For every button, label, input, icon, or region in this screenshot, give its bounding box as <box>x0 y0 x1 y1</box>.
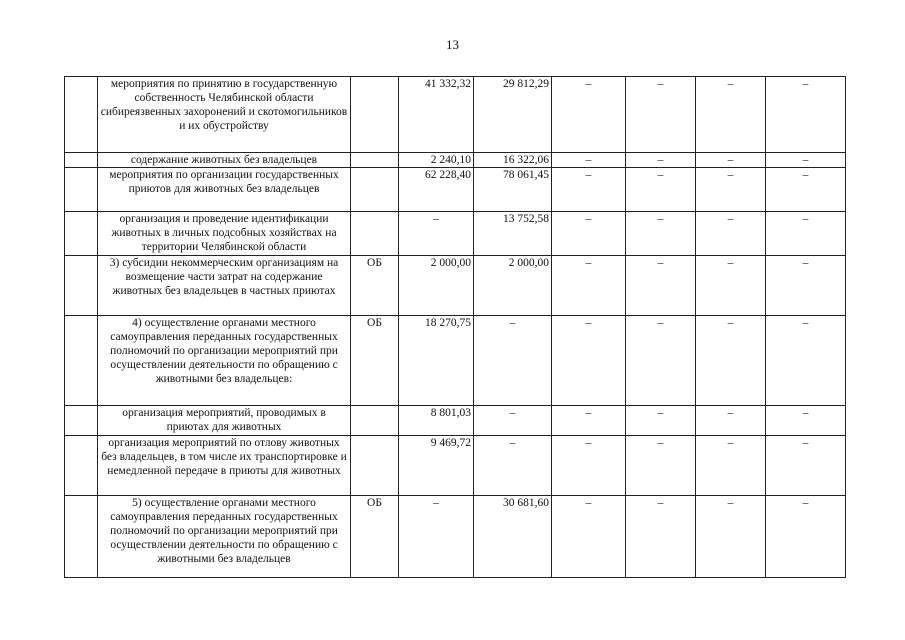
value-cell-1: 62 228,40 <box>399 168 474 212</box>
value-cell-1: 9 469,72 <box>399 436 474 496</box>
value-cell-5: – <box>696 256 766 316</box>
value-cell-3: – <box>552 212 626 256</box>
table-row <box>65 496 846 578</box>
value-cell-4: – <box>626 212 696 256</box>
value-cell-3: – <box>552 168 626 212</box>
value-cell-4: – <box>626 256 696 316</box>
value-cell-6: – <box>766 406 846 436</box>
description-cell: мероприятия по организации государственных приютов для животных без владельцев <box>98 168 351 212</box>
value-cell-5: – <box>696 316 766 406</box>
value-cell-5: – <box>696 406 766 436</box>
source-cell <box>351 212 399 256</box>
source-cell <box>351 436 399 496</box>
description-cell: мероприятия по принятию в государственную собственность Челябинской области сибиреязвенных захоронений и скотомогильников и их обустройству <box>98 77 351 153</box>
value-cell-1: 41 332,32 <box>399 77 474 153</box>
number-cell <box>65 212 98 256</box>
description-cell: организация мероприятий по отлову животных без владельцев, в том числе их транспортировке и немедленной передаче в приюты для животных <box>98 436 351 496</box>
value-cell-2: 29 812,29 <box>474 77 552 153</box>
value-cell-6: – <box>766 256 846 316</box>
value-cell-4: – <box>626 153 696 168</box>
description-cell: содержание животных без владельцев <box>98 153 351 168</box>
source-cell <box>351 168 399 212</box>
number-cell <box>65 153 98 168</box>
source-cell: ОБ <box>351 316 399 406</box>
description-cell: организация и проведение идентификации животных в личных подсобных хозяйствах на территории Челябинской области <box>98 212 351 256</box>
value-cell-2: – <box>474 316 552 406</box>
value-cell-4: – <box>626 77 696 153</box>
description-cell: 3) субсидии некоммерческим организациям на возмещение части затрат на содержание животных без владельцев в частных приютах <box>98 256 351 316</box>
table-row <box>65 77 846 153</box>
value-cell-3: – <box>552 496 626 578</box>
value-cell-6: – <box>766 168 846 212</box>
description-cell: 4) осуществление органами местного самоуправления переданных государственных полномочий по организации мероприятий при осуществлении деятельности по обращению с животными без владельцев: <box>98 316 351 406</box>
source-cell <box>351 406 399 436</box>
value-cell-1: – <box>399 496 474 578</box>
value-cell-4: – <box>626 168 696 212</box>
value-cell-5: – <box>696 168 766 212</box>
value-cell-1: 2 240,10 <box>399 153 474 168</box>
value-cell-3: – <box>552 406 626 436</box>
number-cell <box>65 496 98 578</box>
value-cell-6: – <box>766 77 846 153</box>
value-cell-2: 30 681,60 <box>474 496 552 578</box>
source-cell: ОБ <box>351 256 399 316</box>
value-cell-2: 13 752,58 <box>474 212 552 256</box>
table-row <box>65 316 846 406</box>
value-cell-6: – <box>766 496 846 578</box>
number-cell <box>65 168 98 212</box>
value-cell-4: – <box>626 316 696 406</box>
value-cell-4: – <box>626 436 696 496</box>
value-cell-6: – <box>766 153 846 168</box>
number-cell <box>65 256 98 316</box>
value-cell-3: – <box>552 256 626 316</box>
value-cell-2: – <box>474 436 552 496</box>
value-cell-5: – <box>696 153 766 168</box>
page-number: 13 <box>446 37 459 52</box>
value-cell-2: 78 061,45 <box>474 168 552 212</box>
value-cell-5: – <box>696 496 766 578</box>
value-cell-5: – <box>696 212 766 256</box>
value-cell-1: 8 801,03 <box>399 406 474 436</box>
table-row <box>65 406 846 436</box>
source-cell <box>351 153 399 168</box>
value-cell-2: 16 322,06 <box>474 153 552 168</box>
value-cell-1: 2 000,00 <box>399 256 474 316</box>
value-cell-5: – <box>696 77 766 153</box>
value-cell-1: 18 270,75 <box>399 316 474 406</box>
value-cell-1: – <box>399 212 474 256</box>
value-cell-6: – <box>766 436 846 496</box>
number-cell <box>65 436 98 496</box>
value-cell-3: – <box>552 436 626 496</box>
budget-table <box>64 76 846 578</box>
table-row <box>65 153 846 168</box>
value-cell-6: – <box>766 316 846 406</box>
value-cell-2: – <box>474 406 552 436</box>
description-cell: 5) осуществление органами местного самоуправления переданных государственных полномочий по организации мероприятий при осуществлении деятельности по обращению с животными без владельцев <box>98 496 351 578</box>
value-cell-3: – <box>552 77 626 153</box>
number-cell <box>65 406 98 436</box>
value-cell-5: – <box>696 436 766 496</box>
value-cell-2: 2 000,00 <box>474 256 552 316</box>
source-cell: ОБ <box>351 496 399 578</box>
value-cell-3: – <box>552 316 626 406</box>
value-cell-4: – <box>626 496 696 578</box>
table-row <box>65 256 846 316</box>
table-row <box>65 168 846 212</box>
table-row <box>65 212 846 256</box>
value-cell-3: – <box>552 153 626 168</box>
number-cell <box>65 316 98 406</box>
description-cell: организация мероприятий, проводимых в приютах для животных <box>98 406 351 436</box>
number-cell <box>65 77 98 153</box>
value-cell-4: – <box>626 406 696 436</box>
table-row <box>65 436 846 496</box>
source-cell <box>351 77 399 153</box>
value-cell-6: – <box>766 212 846 256</box>
